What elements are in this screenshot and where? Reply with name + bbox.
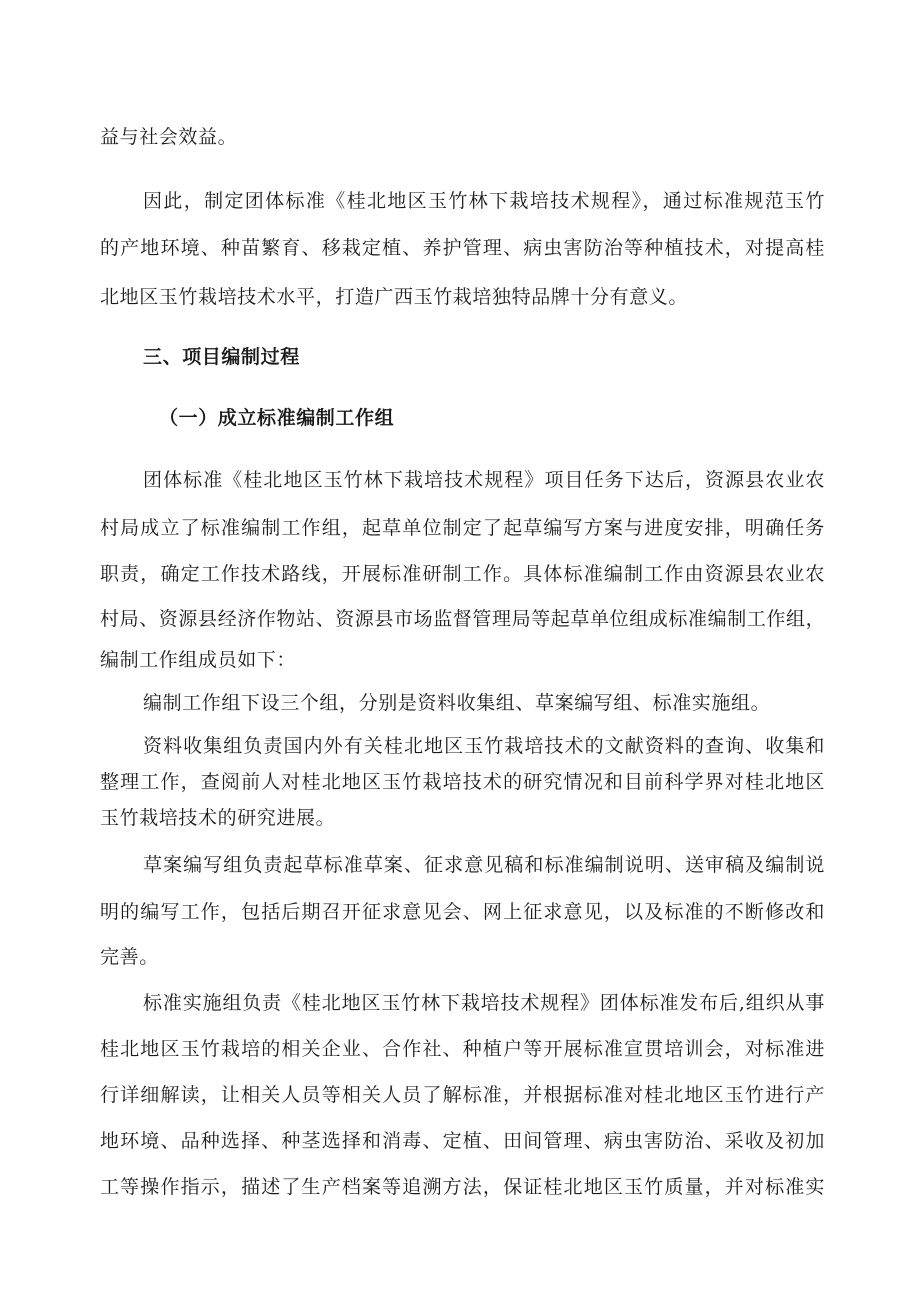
- subsection-heading: （一）成立标准编制工作组: [159, 407, 395, 429]
- section-heading: 三、项目编制过程: [143, 346, 300, 368]
- paragraph-line: 编制工作组成员如下：: [100, 649, 297, 671]
- paragraph-line: 资料收集组负责国内外有关桂北地区玉竹栽培技术的文献资料的查询、收集和: [143, 735, 825, 757]
- paragraph-line: 草案编写组负责起草标准草案、征求意见稿和标准编制说明、送审稿及编制说: [143, 854, 825, 876]
- paragraph-line: 团体标准《桂北地区玉竹林下栽培技术规程》项目任务下达后，资源县农业农: [143, 469, 825, 491]
- paragraph-line: 因此，制定团体标准《桂北地区玉竹林下栽培技术规程》，通过标准规范玉竹: [143, 190, 825, 212]
- paragraph-line: 行详细解读，让相关人员等相关人员了解标准，并根据标准对桂北地区玉竹进行产: [100, 1084, 825, 1106]
- paragraph-line: 标准实施组负责《桂北地区玉竹林下栽培技术规程》团体标准发布后,组织从事: [143, 992, 825, 1014]
- paragraph-line: 的产地环境、种苗繁育、移栽定植、养护管理、病虫害防治等种植技术，对提高桂: [100, 237, 825, 259]
- paragraph-line: 地环境、品种选择、种茎选择和消毒、定植、田间管理、病虫害防治、采收及初加: [100, 1130, 825, 1152]
- paragraph-line: 北地区玉竹栽培技术水平，打造广西玉竹栽培独特品牌十分有意义。: [100, 286, 689, 308]
- paragraph-line: 工等操作指示，描述了生产档案等追溯方法，保证桂北地区玉竹质量，并对标准实: [100, 1176, 825, 1198]
- paragraph-line: 整理工作，查阅前人对桂北地区玉竹栽培技术的研究情况和目前科学界对桂北地区: [100, 771, 825, 793]
- paragraph-line: 完善。: [100, 946, 159, 968]
- paragraph-line: 桂北地区玉竹栽培的相关企业、合作社、种植户等开展标准宣贯培训会，对标准进: [100, 1038, 825, 1060]
- paragraph-line: 村局成立了标准编制工作组，起草单位制定了起草编写方案与进度安排，明确任务: [100, 517, 825, 539]
- paragraph-line: 村局、资源县经济作物站、资源县市场监督管理局等起草单位组成标准编制工作组，: [100, 608, 825, 630]
- paragraph-line: 益与社会效益。: [100, 126, 238, 148]
- paragraph-line: 职责，确定工作技术路线，开展标准研制工作。具体标准编制工作由资源县农业农: [100, 563, 825, 585]
- paragraph-line: 明的编写工作，包括后期召开征求意见会、网上征求意见，以及标准的不断修改和: [100, 901, 825, 923]
- paragraph-line: 编制工作组下设三个组，分别是资料收集组、草案编写组、标准实施组。: [143, 692, 771, 714]
- paragraph-line: 玉竹栽培技术的研究进展。: [100, 807, 336, 829]
